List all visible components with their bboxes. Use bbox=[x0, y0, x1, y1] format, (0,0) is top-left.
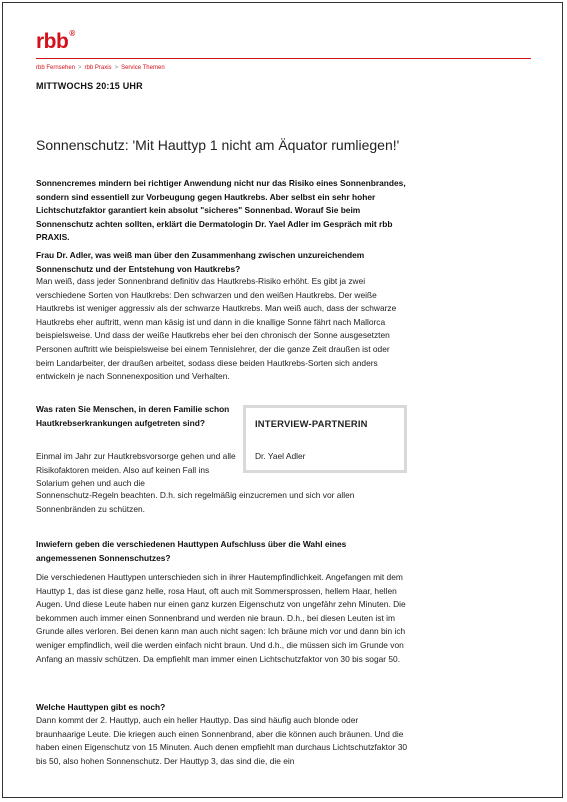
breadcrumb bbox=[36, 65, 165, 71]
article-title: Sonnenschutz: 'Mit Hauttyp 1 nicht am Äquator rumliegen!' bbox=[36, 137, 400, 153]
rbb-logo[interactable] bbox=[36, 31, 75, 52]
interview-answer-4: Dann kommt der 2. Hauttyp, auch ein heller Hauttyp. Das sind häufig auch blonde oder braunhaarige Leute. Die kriegen auch einen Sonnenbrand, aber die können auch bräunen. Und die haben einen Eigenschutz von 15 Minuten. Auch denen empfiehlt man durchaus Lichtschutzfaktor 30 bis 50, also hohen Sonnenschutz. Der Hauttyp 3, das sind die, die ein bbox=[36, 715, 408, 766]
interview-question-4: Welche Hauttypen gibt es noch? bbox=[36, 702, 166, 712]
interview-question-2: Was raten Sie Menschen, in deren Familie schon Hautkrebserkrankungen aufgetreten sind? bbox=[36, 404, 230, 428]
interview-question-3: Inwiefern geben die verschiedenen Hauttypen Aufschluss über die Wahl eines angemessenen Sonnenschutzes? bbox=[36, 539, 347, 563]
breadcrumb-item-service-themen[interactable]: Service Themen bbox=[121, 65, 165, 71]
logo-registered-mark: ® bbox=[69, 29, 75, 38]
interview-answer-3: Die verschiedenen Hauttypen unterschieden sich in ihrer Hautempfindlichkeit. Angefangen mit dem Hauttyp 1, das ist diese ganz helle, rosa Haut, oft auch mit Sommersprossen, hellem Haar, hellen Augen. Und diese Leute haben nur einen ganz kurzen Eigenschutz von ungefähr zehn Minuten. Die bekommen auch immer einen Sonnenbrand und werden nie braun. D.h., bei diesen Leuten ist im Grunde alles verloren. Bei denen kann man auch nicht sagen: Ich bräune mich vor und dann bin ich weniger empfindlich, weil die werden einfach nicht braun. Und d.h., die müssen sich im Grunde von Anfang an massiv schützen. Da empfiehlt man immer einen Lichtschutzfaktor von 30 bis sogar 50. bbox=[36, 572, 406, 664]
interview-answer-2-part-2: Sonnenschutz-Regeln beachten. D.h. sich regelmäßig einzucremen und sich vor allen Sonnenbränden zu schützen. bbox=[36, 490, 355, 514]
breadcrumb-separator-icon: > bbox=[78, 65, 82, 71]
logo-text: rbb bbox=[36, 30, 69, 53]
page-frame bbox=[2, 2, 563, 798]
breadcrumb-item-rbb-praxis[interactable]: rbb Praxis bbox=[84, 65, 112, 71]
breadcrumb-item-rbb-fernsehen[interactable]: rbb Fernsehen bbox=[36, 65, 76, 71]
interview-answer-2-part-1: Einmal im Jahr zur Hautkrebsvorsorge gehen und alle Risikofaktoren meiden. Also auf keinen Fall ins Solarium gehen und auch die bbox=[36, 451, 236, 489]
breadcrumb-separator-icon: > bbox=[114, 65, 119, 71]
interview-answer-1: Man weiß, dass jeder Sonnenbrand definitiv das Hautkrebs-Risiko erhöht. Es gibt ja zwei verschiedene Sorten von Hautkrebs: Den schwarzen und den weißen Hautkrebs. Der weiße Hautkrebs ist weniger aggressiv als der schwarze Hautkrebs. Man weiß auch, dass der schwarze Hautkrebs eher auftritt, wenn man käsig ist und dann in die knallige Sonne fährt nach Mallorca beispielsweise. Und dass der weiße Hautkrebs eher bei den chronisch der Sonne ausgesetzten Personen auftritt wie beispielsweise bei einem Tennislehrer, der die ganze Zeit draußen ist oder beim Landarbeiter, der draußen arbeitet, sodass diese beiden Hautkrebs-Sorten sich anders entwickeln je nach Sonnenexposition und Verhalten. bbox=[36, 276, 397, 382]
interview-partner-name: Dr. Yael Adler bbox=[255, 451, 306, 461]
interview-question-1: Frau Dr. Adler, was weiß man über den Zusammenhang zwischen unzureichendem Sonnenschutz und der Entstehung von Hautkrebs? bbox=[36, 250, 365, 274]
header-divider bbox=[36, 58, 531, 59]
interview-partner-box bbox=[243, 405, 407, 473]
interview-partner-heading: INTERVIEW-PARTNERIN bbox=[255, 418, 368, 429]
airtime-label: MITTWOCHS 20:15 UHR bbox=[36, 81, 143, 91]
article-lead: Sonnencremes mindern bei richtiger Anwendung nicht nur das Risiko eines Sonnenbrandes, sondern sind essentiell zur Vorbeugung gegen Hautkrebs. Aber selbst ein sehr hoher Lichtschutzfaktor garantiert kein absolut "sicheres" Sonnenbad. Worauf Sie beim Sonnenschutz achten sollten, erklärt die Dermatologin Dr. Yael Adler im Gespräch mit rbb PRAXIS. bbox=[36, 178, 406, 243]
